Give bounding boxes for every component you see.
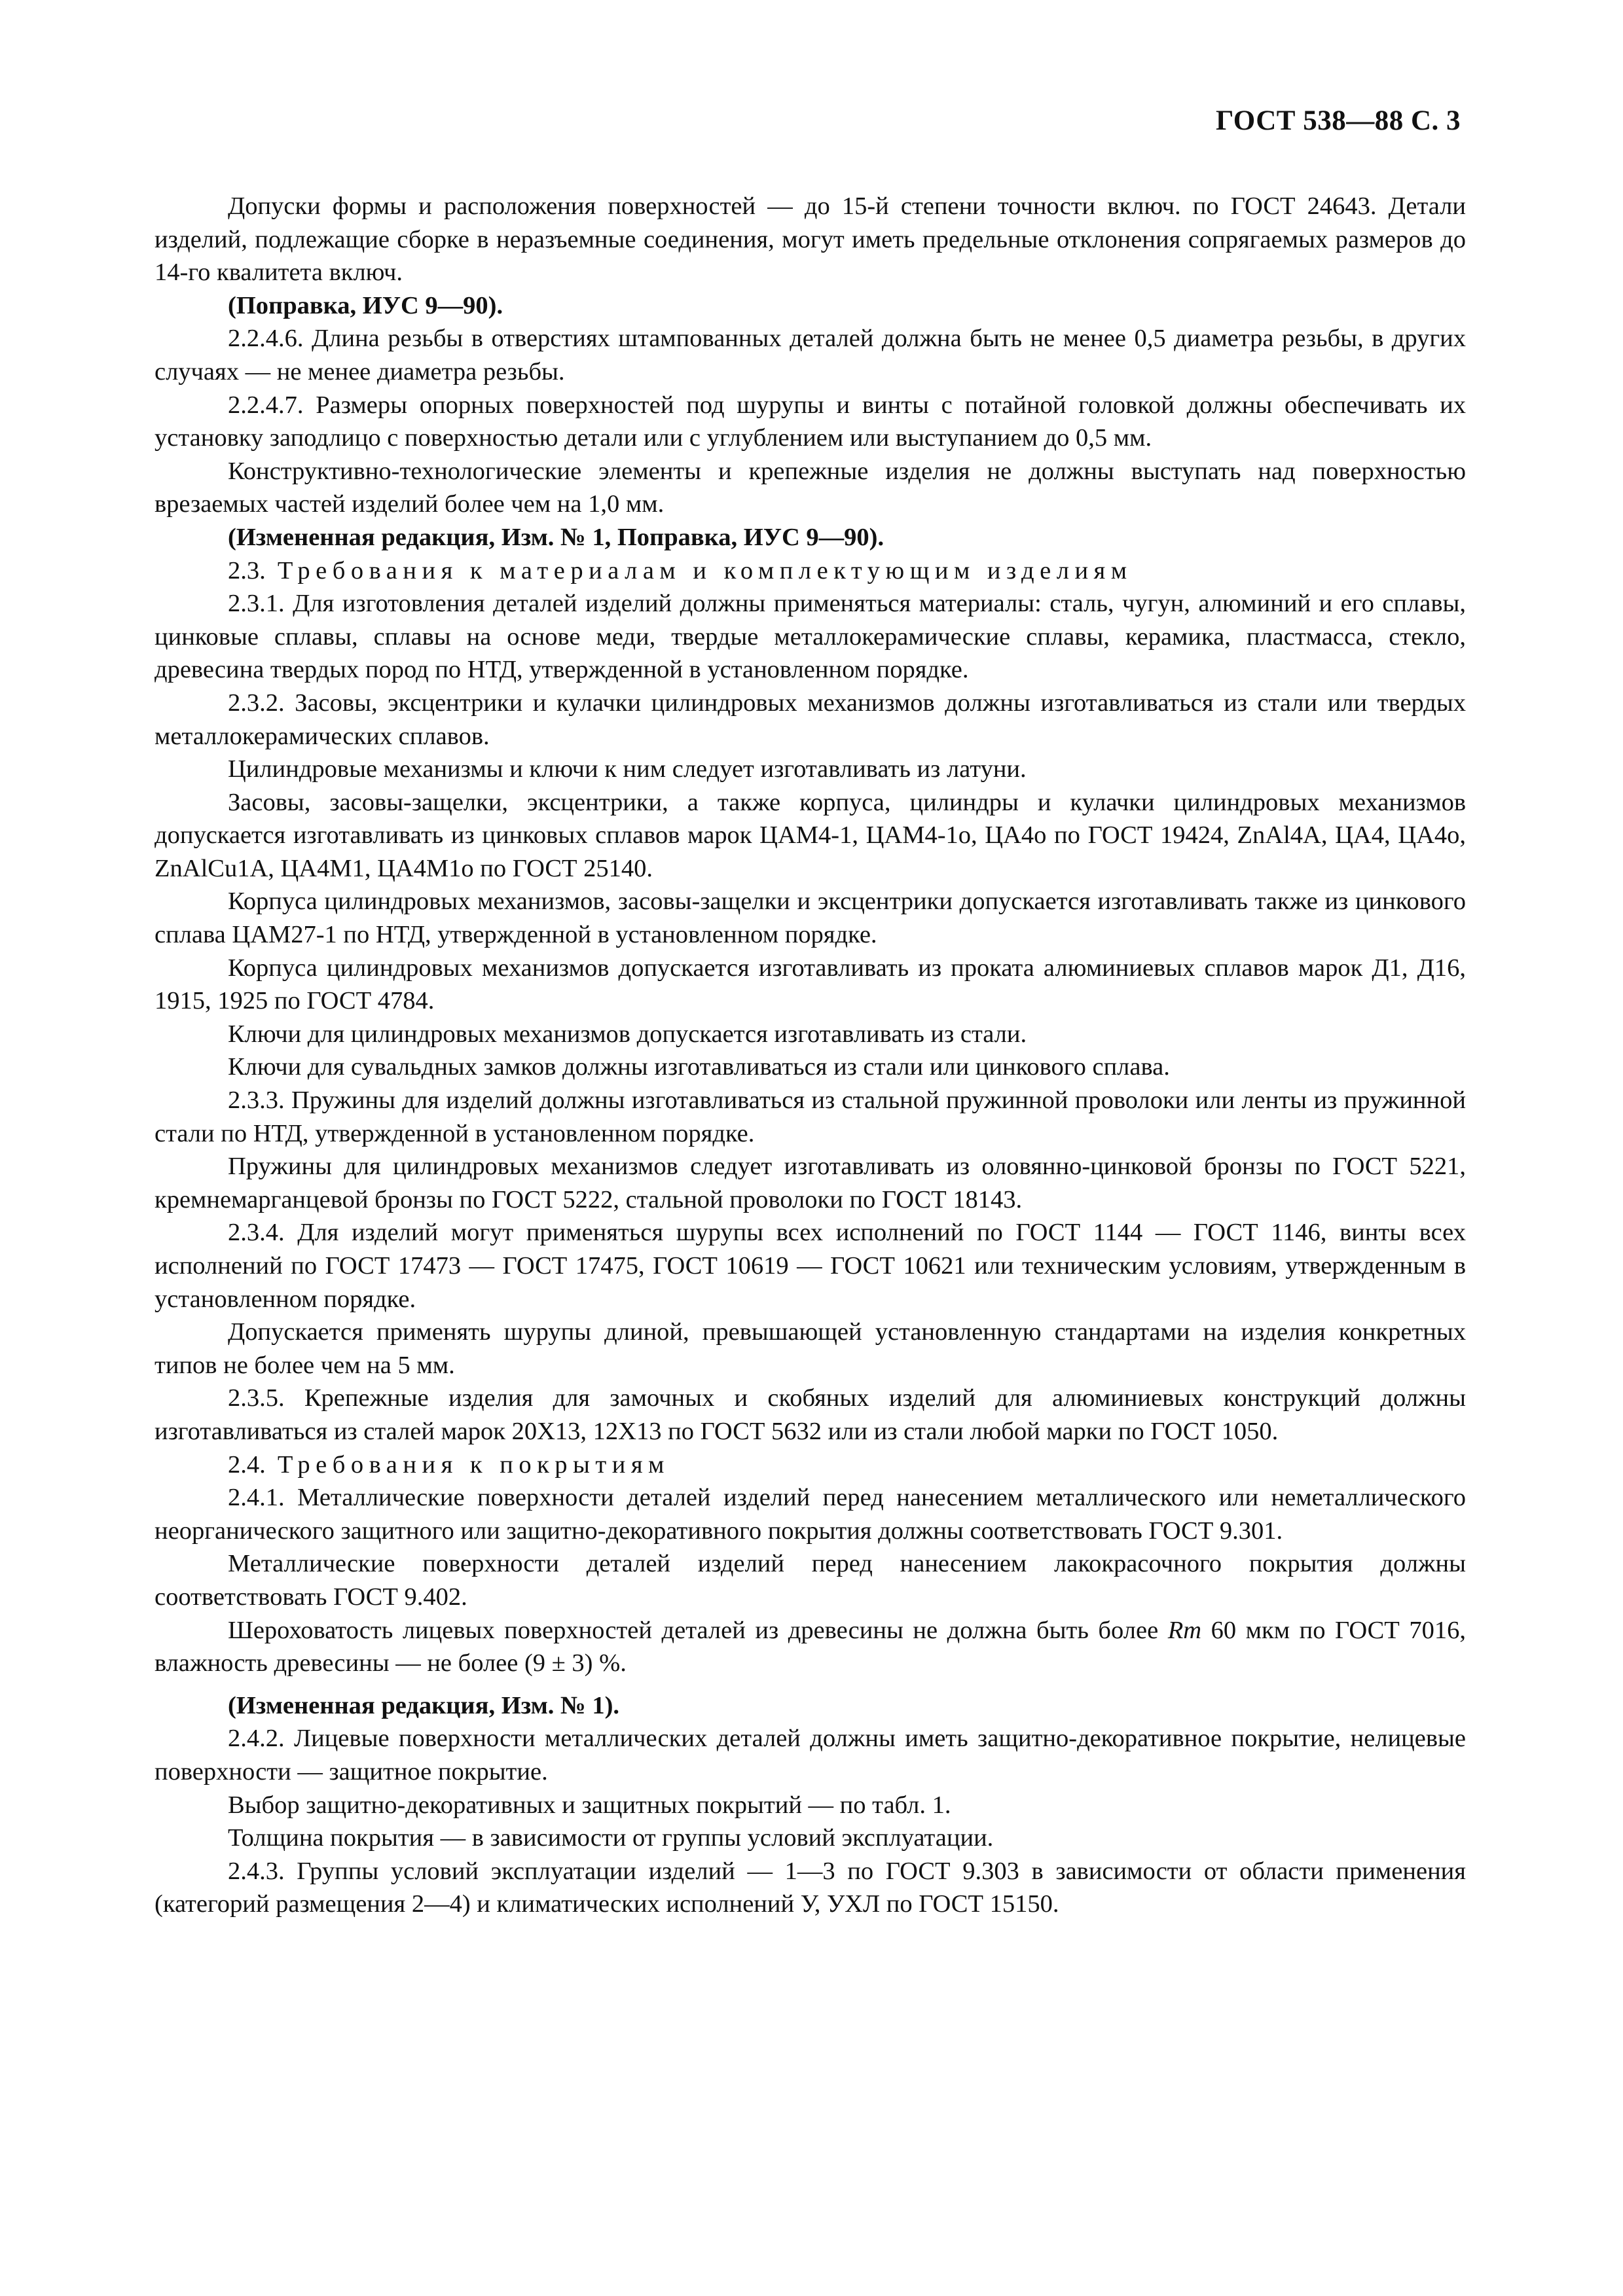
paragraph: 2.4.3. Группы условий эксплуатации изделий — 1—3 по ГОСТ 9.303 в зависимости от области применения (категорий размещения 2—4) и климатических исполнений У, УХЛ по ГОСТ 15150. [155, 1857, 1466, 1918]
paragraph: Выбор защитно-декоративных и защитных покрытий — по табл. 1. [228, 1791, 951, 1819]
paragraph: Цилиндровые механизмы и ключи к ним следует изготавливать из латуни. [228, 755, 1027, 783]
paragraph: Металлические поверхности деталей изделий перед нанесением лакокрасочного покрытия должны соответствовать ГОСТ 9.402. [155, 1550, 1466, 1611]
paragraph: 2.3.5. Крепежные изделия для замочных и скобяных изделий для алюминиевых конструкций должны изготавливаться из сталей марок 20Х13, 12Х13 по ГОСТ 5632 или из стали любой марки по ГОСТ 1050. [155, 1384, 1466, 1445]
paragraph: Конструктивно-технологические элементы и крепежные изделия не должны выступать над поверхностью врезаемых частей изделий более чем на 1,0 мм. [155, 457, 1466, 518]
paragraph: Корпуса цилиндровых механизмов, засовы-защелки и эксцентрики допускается изготавливать также из цинкового сплава ЦАМ27-1 по НТД, утвержденной в установленном порядке. [155, 888, 1466, 949]
document-body [155, 190, 1466, 1921]
text-run: 60 мкм по ГОСТ 7016, влажность древесины — не более (9 ± 3) %. [155, 1616, 1466, 1677]
section-title: Требования к покрытиям [277, 1450, 670, 1479]
paragraph: 2.2.4.7. Размеры опорных поверхностей под шурупы и винты с потайной головкой должны обеспечивать их установку заподлицо с поверхностью детали или с углублением или выступанием до 0,5 мм. [155, 391, 1466, 452]
paragraph: 2.4.1. Металлические поверхности деталей изделий перед нанесением металлического или неметаллического неорганического защитного или защитно-декоративного покрытия должны соответствовать ГОСТ 9.301. [155, 1484, 1466, 1545]
paragraph: 2.2.4.6. Длина резьбы в отверстиях штампованных деталей должна быть не менее 0,5 диаметра резьбы, в других случаях — не менее диаметра резьбы. [155, 325, 1466, 386]
paragraph: Толщина покрытия — в зависимости от группы условий эксплуатации. [228, 1824, 994, 1852]
text-run: Шероховатость лицевых поверхностей деталей из древесины не должна быть более [228, 1616, 1168, 1644]
amendment-note: (Измененная редакция, Изм. № 1, Поправка, ИУС 9—90). [228, 523, 884, 551]
paragraph: Ключи для сувальдных замков должны изготавливаться из стали или цинкового сплава. [228, 1053, 1170, 1081]
section-title: Требования к материалам и комплектующим изделиям [277, 556, 1133, 584]
paragraph: 2.3.4. Для изделий могут применяться шурупы всех исполнений по ГОСТ 1144 — ГОСТ 1146, винты всех исполнений по ГОСТ 17473 — ГОСТ 17475, ГОСТ 10619 — ГОСТ 10621 или техническим условиям, утвержденным в установленном порядке. [155, 1219, 1466, 1313]
section-heading [155, 554, 1466, 588]
amendment-note: (Поправка, ИУС 9—90). [228, 291, 503, 319]
paragraph: Допуски формы и расположения поверхностей — до 15-й степени точности включ. по ГОСТ 24643. Детали изделий, подлежащие сборке в неразъемные соединения, могут иметь предельные отклонения сопрягаемых размеров до 14-го квалитета включ. [155, 192, 1466, 287]
paragraph: Допускается применять шурупы длиной, превышающей установленную стандартами на изделия конкретных типов не более чем на 5 мм. [155, 1318, 1466, 1379]
paragraph: 2.3.1. Для изготовления деталей изделий должны применяться материалы: сталь, чугун, алюминий и его сплавы, цинковые сплавы, сплавы на основе меди, твердые металлокерамические сплавы, керамика, пластмасса, стекло, древесина твердых пород по НТД, утвержденной в установленном порядке. [155, 590, 1466, 684]
section-number: 2.4. [228, 1450, 266, 1479]
paragraph [155, 1614, 1466, 1680]
page-header: ГОСТ 538—88 С. 3 [1215, 105, 1461, 136]
paragraph: Засовы, засовы-защелки, эксцентрики, а также корпуса, цилиндры и кулачки цилиндровых механизмов допускается изготавливать из цинковых сплавов марок ЦАМ4-1, ЦАМ4-1о, ЦА4о по ГОСТ 19424, ZnAl4A, ЦА4, ЦА4о, ZnAlCu1A, ЦА4М1, ЦА4М1о по ГОСТ 25140. [155, 788, 1466, 882]
paragraph: 2.3.3. Пружины для изделий должны изготавливаться из стальной пружинной проволоки или ленты из пружинной стали по НТД, утвержденной в установленном порядке. [155, 1086, 1466, 1147]
roughness-symbol: Rm [1167, 1616, 1202, 1644]
amendment-note: (Измененная редакция, Изм. № 1). [228, 1691, 620, 1719]
paragraph: Корпуса цилиндровых механизмов допускается изготавливать из проката алюминиевых сплавов марок Д1, Д16, 1915, 1925 по ГОСТ 4784. [155, 954, 1466, 1015]
paragraph: Ключи для цилиндровых механизмов допускается изготавливать из стали. [228, 1020, 1027, 1048]
section-heading [155, 1448, 1466, 1482]
paragraph: Пружины для цилиндровых механизмов следует изготавливать из оловянно-цинковой бронзы по ГОСТ 5221, кремнемарганцевой бронзы по ГОСТ 5222, стальной проволоки по ГОСТ 18143. [155, 1153, 1466, 1213]
paragraph: 2.3.2. Засовы, эксцентрики и кулачки цилиндровых механизмов должны изготавливаться из стали или твердых металлокерамических сплавов. [155, 689, 1466, 750]
section-number: 2.3. [228, 556, 266, 584]
paragraph: 2.4.2. Лицевые поверхности металлических деталей должны иметь защитно-декоративное покрытие, нелицевые поверхности — защитное покрытие. [155, 1725, 1466, 1785]
